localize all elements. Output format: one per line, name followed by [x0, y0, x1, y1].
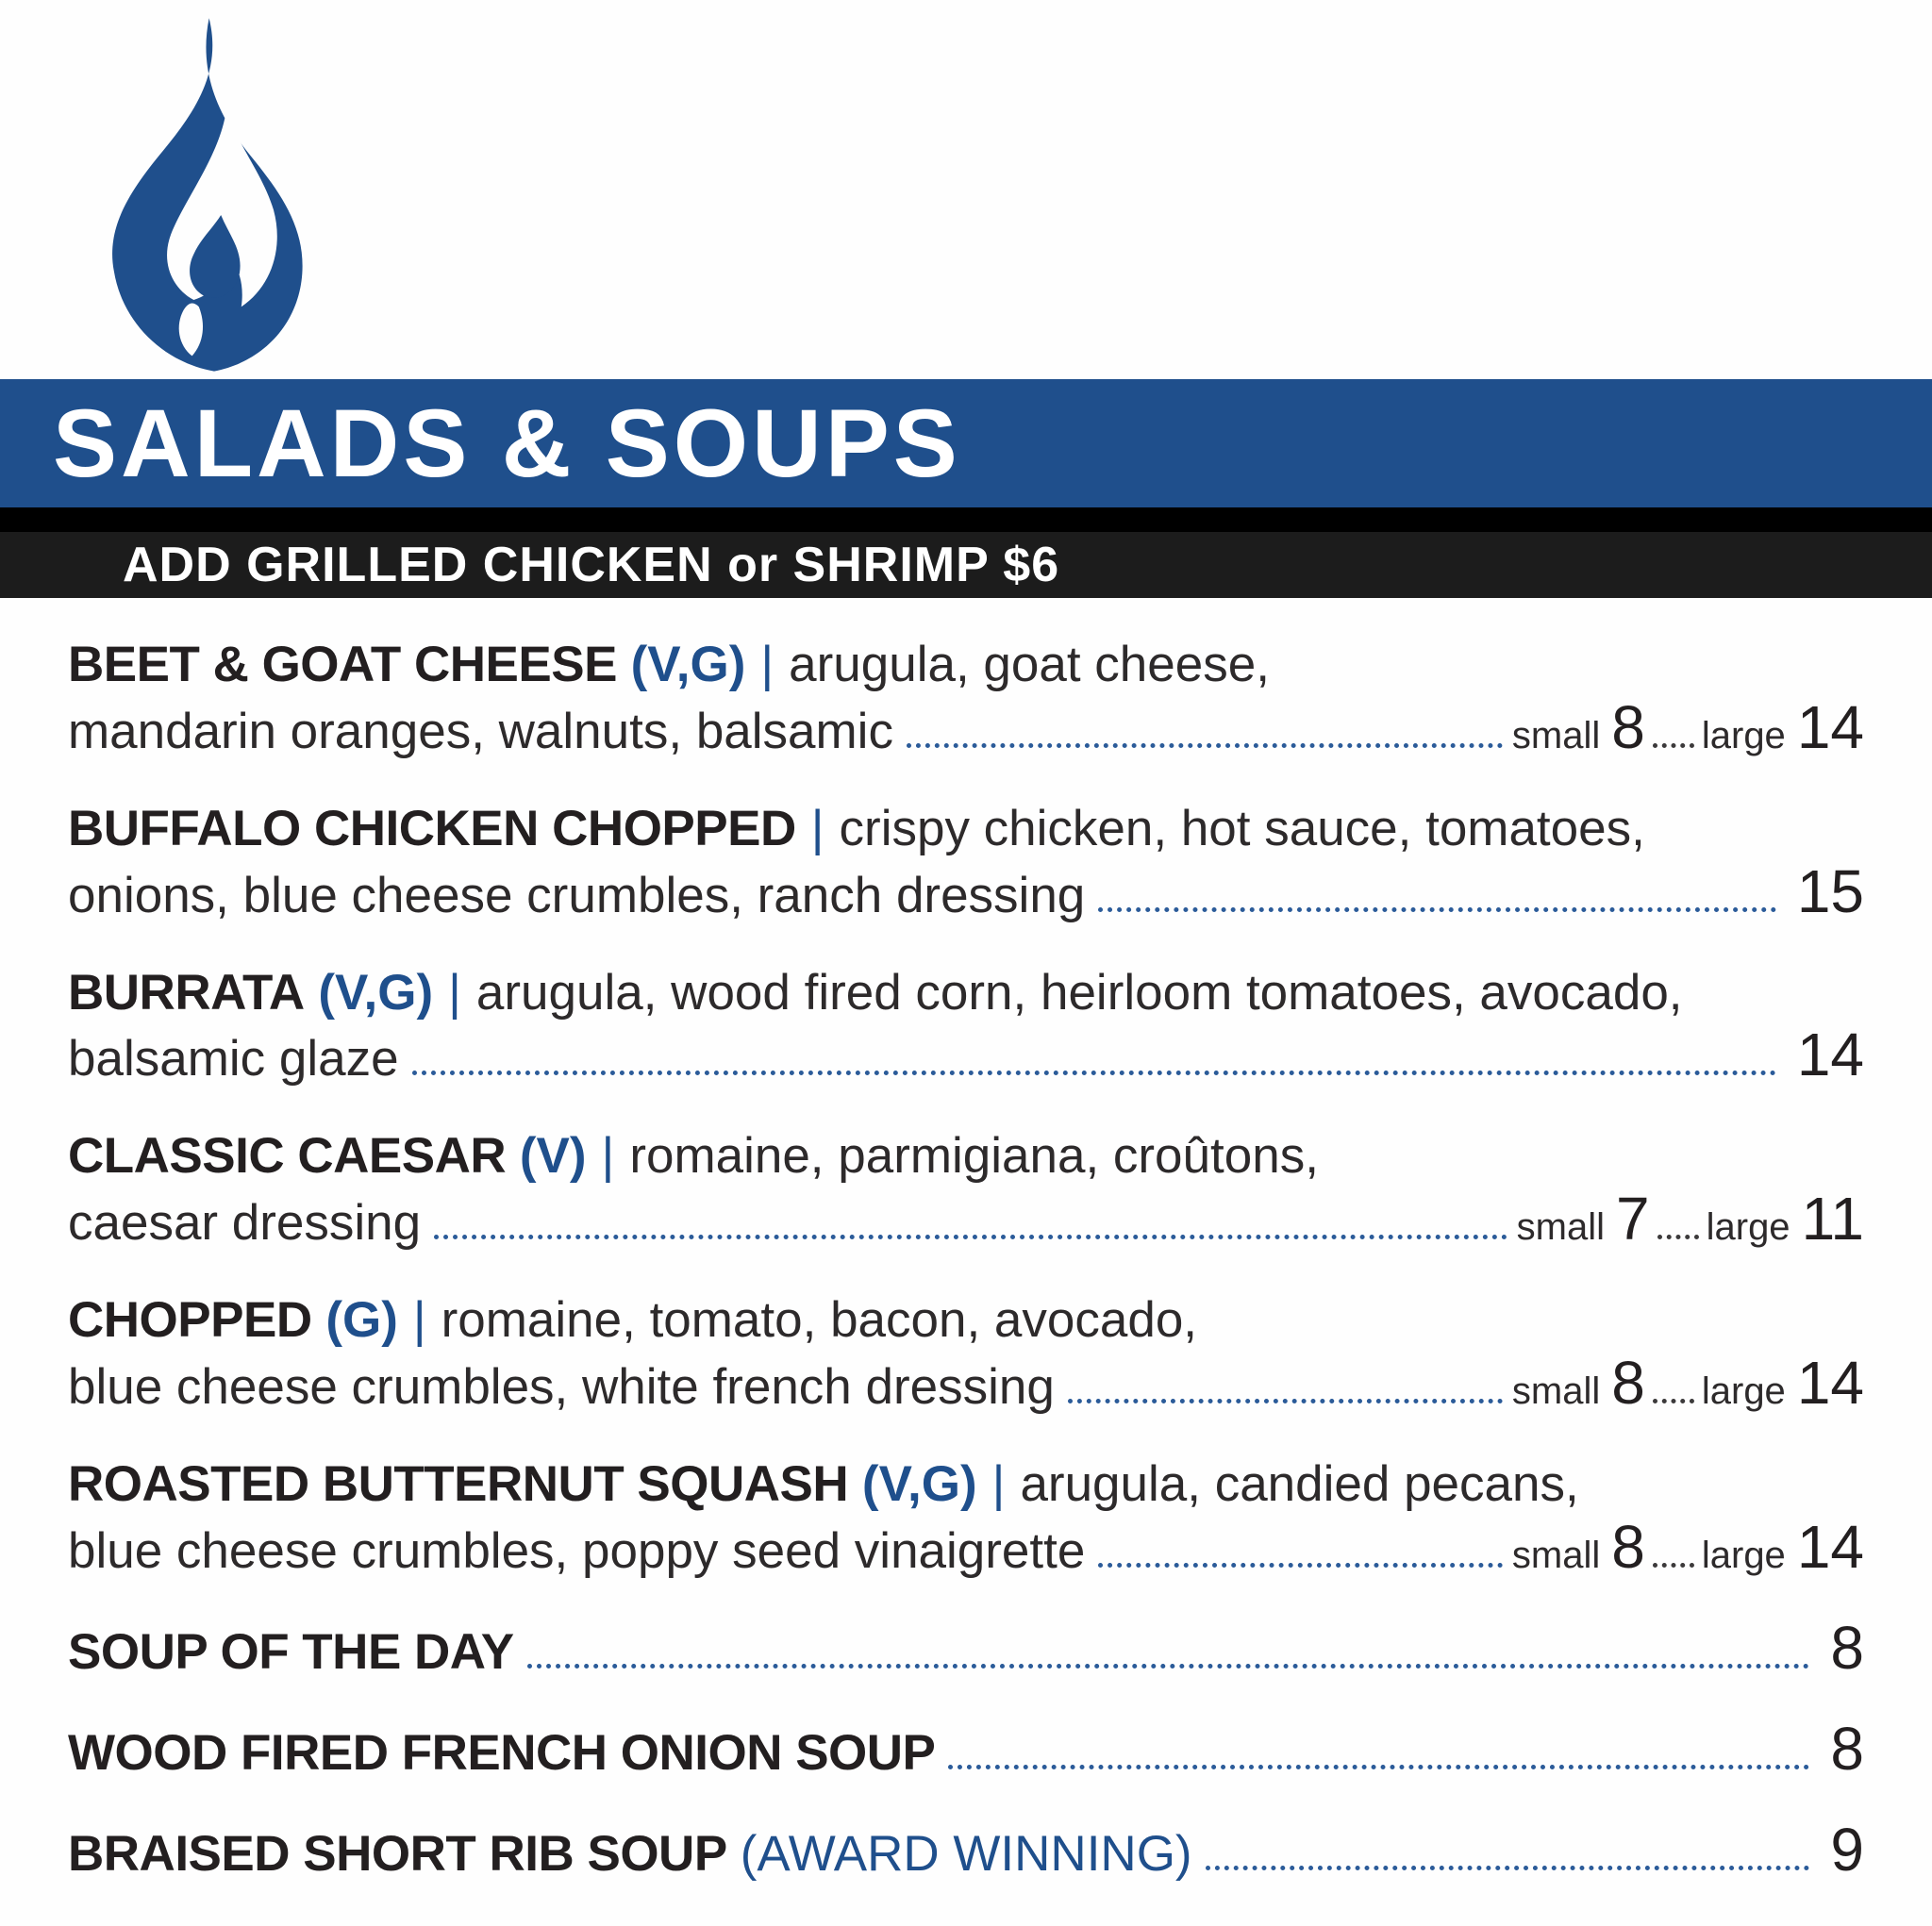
item-price-line [68, 1021, 1864, 1089]
item-description: romaine, parmigiana, croûtons, [629, 1128, 1319, 1185]
item-price: 8 [1830, 1613, 1864, 1682]
menu-item [68, 798, 1864, 924]
small-price: 8 [1611, 1512, 1645, 1581]
menu-item [68, 1714, 1864, 1783]
dietary-tags: (G) [325, 1292, 398, 1349]
dietary-tags: (V) [519, 1128, 587, 1185]
pipe-separator: | [810, 800, 824, 856]
mini-dotted-leader [1653, 1563, 1694, 1568]
item-name: CLASSIC CAESAR [68, 1128, 507, 1185]
menu-item [68, 1125, 1864, 1252]
small-price: 7 [1616, 1185, 1650, 1254]
menu-item [68, 962, 1864, 1088]
item-title-line [68, 798, 1864, 861]
size-small-label: small [1511, 1534, 1601, 1576]
small-price: 8 [1611, 692, 1645, 761]
pipe-separator: | [760, 637, 774, 692]
item-price-line [68, 1815, 1864, 1884]
item-title-line [68, 962, 1864, 1025]
large-price: 11 [1801, 1185, 1864, 1254]
large-price: 14 [1796, 692, 1864, 761]
item-price-line [68, 1185, 1864, 1254]
item-name: BUFFALO CHICKEN CHOPPED [68, 800, 796, 856]
dietary-tags: (V,G) [861, 1455, 977, 1512]
item-name: BEET & GOAT CHEESE [68, 637, 617, 692]
item-price-line [68, 1512, 1864, 1581]
menu-item [68, 1613, 1864, 1682]
dotted-leader [434, 1235, 1507, 1239]
sub-banner-main [0, 532, 1932, 598]
size-large-label: large [1701, 1370, 1786, 1412]
mini-dotted-leader [1653, 743, 1694, 748]
size-small-label: small [1511, 1370, 1601, 1412]
small-price: 8 [1611, 1348, 1645, 1417]
dotted-leader [1098, 907, 1776, 912]
size-small-label: small [1516, 1206, 1606, 1249]
pipe-separator: | [412, 1292, 426, 1349]
dotted-leader [907, 743, 1503, 748]
item-price: 15 [1796, 856, 1864, 925]
item-title-line [68, 634, 1864, 697]
item-price: 14 [1796, 1021, 1864, 1089]
award-winning-label: (AWARD WINNING) [740, 1825, 1192, 1882]
item-title-line [68, 1289, 1864, 1353]
dotted-leader [412, 1071, 1776, 1075]
size-large-label: large [1701, 714, 1786, 756]
item-name: CHOPPED [68, 1292, 312, 1349]
dietary-tags: (V,G) [318, 964, 434, 1021]
item-price-line [68, 692, 1864, 761]
menu-item [68, 1289, 1864, 1416]
dotted-leader [527, 1664, 1810, 1669]
item-name: BURRATA [68, 964, 305, 1021]
pipe-separator: | [601, 1128, 615, 1185]
item-description: arugula, candied pecans, [1020, 1455, 1579, 1512]
item-description-cont: mandarin oranges, walnuts, balsamic [68, 703, 893, 759]
size-large-label: large [1706, 1206, 1790, 1249]
mini-dotted-leader [1653, 1399, 1694, 1403]
add-on-note: ADD GRILLED CHICKEN or SHRIMP $6 [123, 538, 1060, 592]
item-price-line [68, 1348, 1864, 1417]
item-description: arugula, wood fired corn, heirloom tomatoes, avocado, [475, 964, 1683, 1021]
item-name: ROASTED BUTTERNUT SQUASH [68, 1455, 849, 1512]
item-description: crispy chicken, hot sauce, tomatoes, [839, 800, 1645, 856]
item-title-line [68, 1125, 1864, 1188]
size-large-label: large [1701, 1534, 1786, 1576]
item-description-cont: blue cheese crumbles, poppy seed vinaigrette [68, 1522, 1086, 1579]
item-title-line [68, 1453, 1864, 1517]
section-banner [0, 379, 1932, 507]
dotted-leader [1068, 1399, 1503, 1403]
size-small-label: small [1511, 714, 1601, 756]
item-description: arugula, goat cheese, [789, 637, 1270, 692]
section-title: SALADS & SOUPS [53, 390, 961, 497]
item-description-cont: onions, blue cheese crumbles, ranch dressing [68, 867, 1086, 923]
item-price-line [68, 1714, 1864, 1783]
pipe-separator: | [448, 964, 461, 1021]
sub-banner [0, 507, 1932, 598]
sub-banner-top-strip [0, 507, 1932, 532]
flame-icon [87, 15, 325, 381]
item-name: WOOD FIRED FRENCH ONION SOUP [68, 1724, 936, 1781]
item-price-line [68, 1613, 1864, 1682]
menu-item [68, 1815, 1864, 1884]
item-name: BRAISED SHORT RIB SOUP [68, 1825, 727, 1882]
item-price-line [68, 856, 1864, 925]
item-price: 9 [1830, 1815, 1864, 1884]
mini-dotted-leader [1657, 1235, 1699, 1239]
dotted-leader [1098, 1563, 1503, 1568]
menu-list [68, 634, 1864, 1883]
dotted-leader [1206, 1866, 1810, 1870]
item-description-cont: blue cheese crumbles, white french dressing [68, 1358, 1055, 1415]
item-name: SOUP OF THE DAY [68, 1623, 514, 1680]
item-description-cont: balsamic glaze [68, 1031, 399, 1088]
pipe-separator: | [991, 1455, 1006, 1512]
item-price: 8 [1830, 1714, 1864, 1783]
dotted-leader [948, 1765, 1809, 1769]
dietary-tags: (V,G) [630, 637, 746, 692]
large-price: 14 [1796, 1512, 1864, 1581]
item-description: romaine, tomato, bacon, avocado, [441, 1292, 1198, 1349]
item-description-cont: caesar dressing [68, 1195, 422, 1252]
menu-item [68, 634, 1864, 760]
large-price: 14 [1796, 1348, 1864, 1417]
menu-item [68, 1453, 1864, 1580]
